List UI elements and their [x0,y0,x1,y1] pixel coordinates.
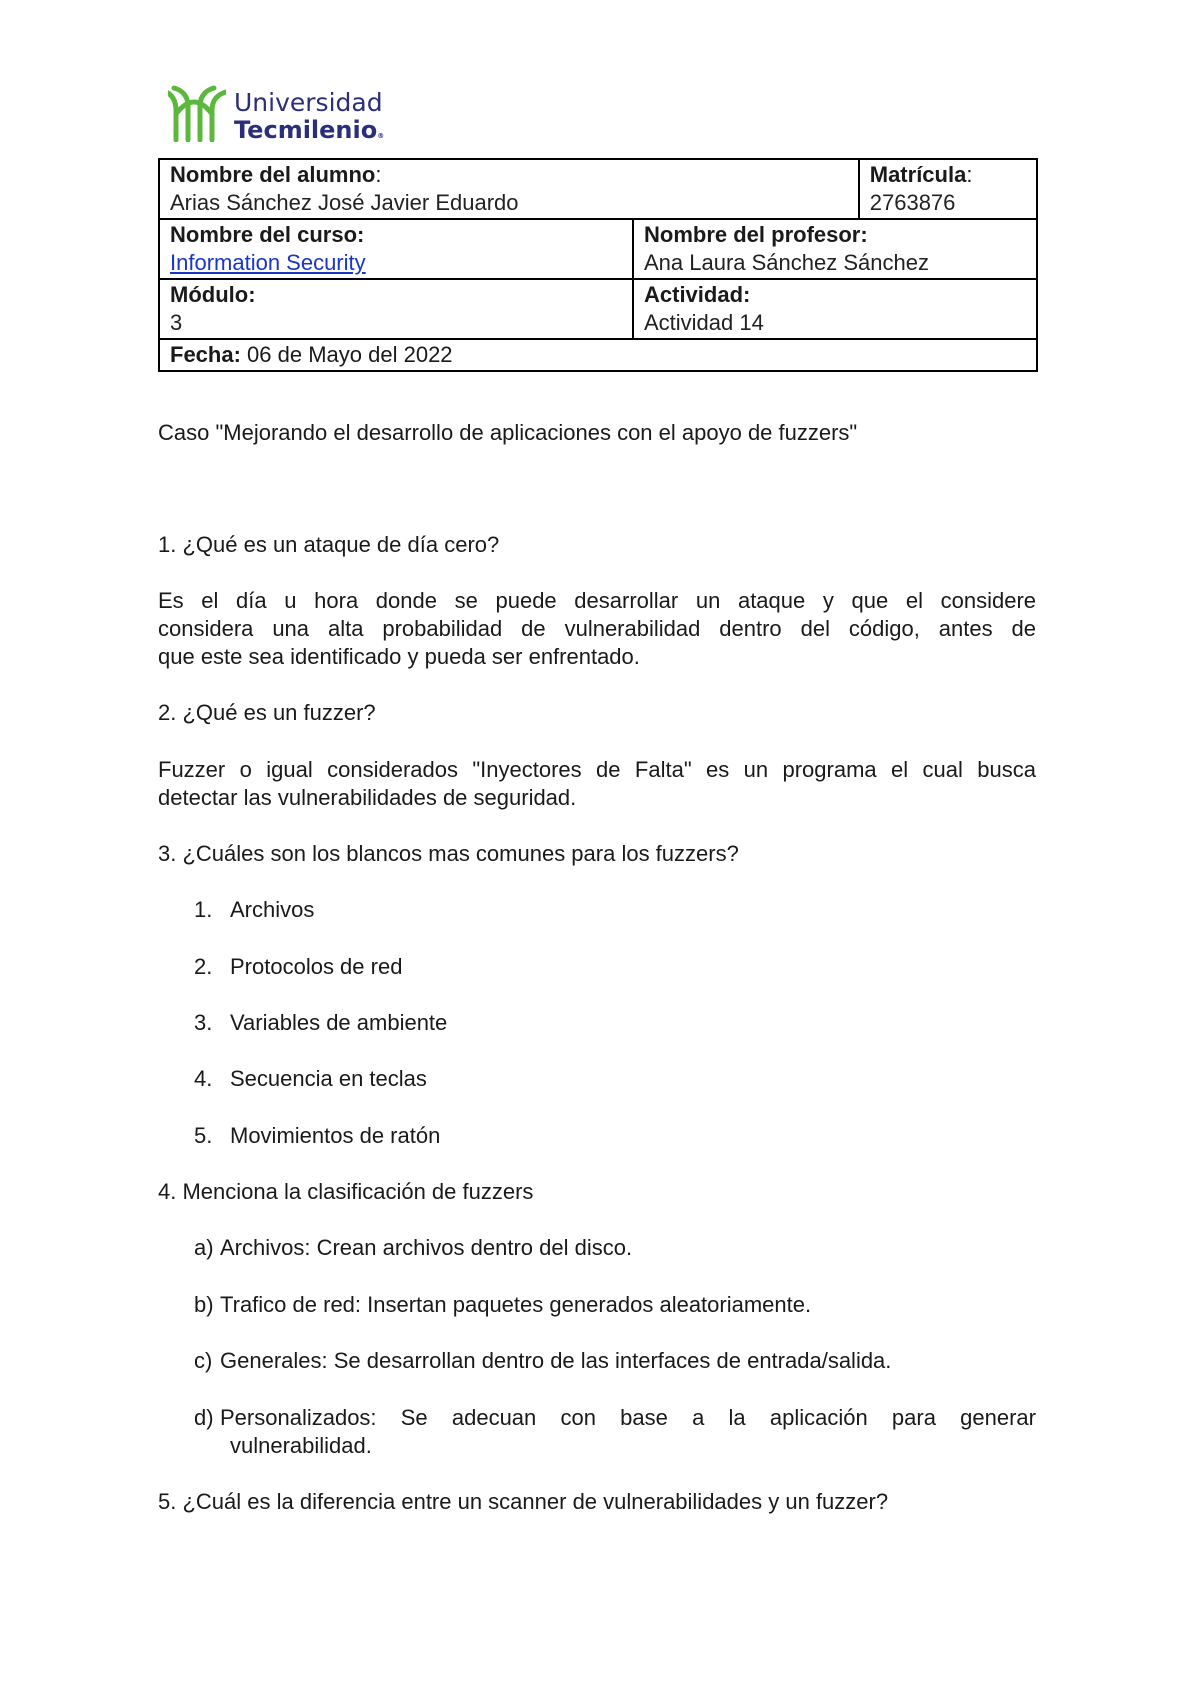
student-name-cell [159,159,859,219]
activity-cell [633,279,1037,339]
list-item: c) Generales: Se desarrollan dentro de las interfaces de entrada/salida. [194,1348,892,1373]
module-label: Módulo: [170,282,256,307]
case-title: Caso "Mejorando el desarrollo de aplicaciones con el apoyo de fuzzers" [158,420,858,445]
list-item: b) Trafico de red: Insertan paquetes generados aleatoriamente. [194,1292,812,1317]
answer-1-line-3: que este sea identificado y pueda ser enfrentado. [158,644,640,669]
list-item: 2. Protocolos de red [194,954,403,979]
module-cell [159,279,633,339]
logo-tecmilenio-text: Tecmilenio® [234,116,385,144]
question-2: 2. ¿Qué es un fuzzer? [158,700,376,725]
professor-label: Nombre del profesor: [644,222,868,247]
list-item-continuation: vulnerabilidad. [230,1433,372,1458]
question-1: 1. ¿Qué es un ataque de día cero? [158,532,500,557]
professor-cell [633,219,1037,279]
list-item: d) Personalizados: Se adecuan con base a la aplicación para generar vulnerabilidad. [194,1405,1036,1458]
answer-1-line-1: Es el día u hora donde se puede desarrollar un ataque y que el considere [158,588,1036,613]
activity-label: Actividad: [644,282,751,307]
answer-1-line-2: considera una alta probabilidad de vulnerabilidad dentro del código, antes de [158,616,1036,641]
student-id-value: 2763876 [869,190,956,215]
course-cell [159,219,633,279]
list-item: 4. Secuencia en teclas [194,1066,427,1091]
list-item: 3. Variables de ambiente [194,1010,448,1035]
question-4: 4. Menciona la clasificación de fuzzers [158,1179,534,1204]
student-name-value: Arias Sánchez José Javier Eduardo [170,190,519,215]
university-logo [168,84,384,148]
question-3: 3. ¿Cuáles son los blancos mas comunes para los fuzzers? [158,841,739,866]
date-value: 06 de Mayo del 2022 [247,342,453,367]
registered-mark: ® [377,132,385,140]
date-cell [159,339,1037,371]
date-label: Fecha: [170,342,241,367]
module-value: 3 [170,310,183,335]
course-link[interactable]: Information Security [170,250,366,275]
answer-2-line-2: detectar las vulnerabilidades de seguridad. [158,785,577,810]
tecmilenio-leaf-icon [168,84,226,142]
student-id-label: Matrícula: [869,162,973,187]
list-item: 1. Archivos [194,897,315,922]
list-item: 5. Movimientos de ratón [194,1123,441,1148]
student-name-label: Nombre del alumno: [170,162,382,187]
list-item: a) Archivos: Crean archivos dentro del disco. [194,1235,633,1260]
student-info-table [158,158,1038,372]
question-5: 5. ¿Cuál es la diferencia entre un scanner de vulnerabilidades y un fuzzer? [158,1489,889,1514]
logo-university-text: Universidad [234,88,383,117]
student-id-cell [859,159,1037,219]
activity-value: Actividad 14 [644,310,764,335]
course-label: Nombre del curso: [170,222,365,247]
answer-2-line-1: Fuzzer o igual considerados "Inyectores de Falta" es un programa el cual busca [158,757,1036,782]
professor-value: Ana Laura Sánchez Sánchez [644,250,929,275]
